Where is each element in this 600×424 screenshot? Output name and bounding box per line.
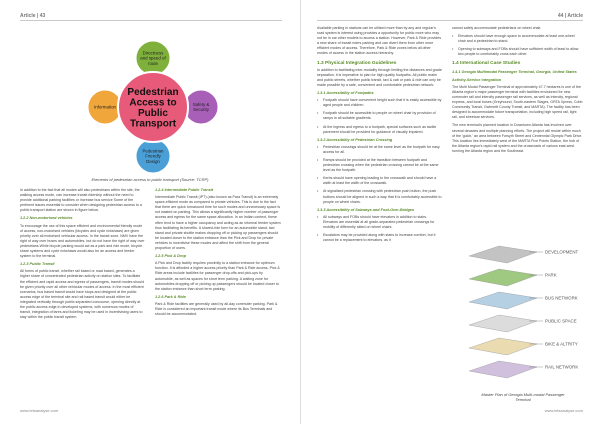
diagram-node xyxy=(88,90,122,124)
layer-label: RAIL NETWORK xyxy=(545,364,579,370)
node-label: Directness xyxy=(142,50,164,56)
section-title-ipt: 1.2.4 Intermediate Public Transit xyxy=(155,188,214,192)
section-title-pick-drop: 1.2.5 Pick & Drop xyxy=(155,254,187,259)
master-plan-layers-diagram xyxy=(469,240,587,390)
diagram-node xyxy=(136,139,170,173)
georgia-paragraph-1: The Multi Modal Passenger Terminal of approximately 47.7 hectares is one of the Atlanta region's major passenger terminal with facilities envisioned for new commuter rail and intercity passenger rail services, as well as intercity, regional express, and local buses (Greyhound, South-eastern Stages, GRTA Xpress, Cobb Community Transit, Gwinnett County Transit, and MARTA). The facility has been designed to accommodate future transportation, including high speed rail, light rail, and streetcar services. xyxy=(452,84,583,120)
layer-item xyxy=(469,338,578,355)
list-item: • At signalised pedestrian crossing with pedestrian push button, the push buttons should be aligned in such a way that it is comfortably accessible to people on wheel chairs. xyxy=(317,189,442,204)
footer-right: www.letsanalyse.com xyxy=(544,408,583,413)
center-label: Public xyxy=(137,107,169,119)
list-item: • Kerbs should have opening leading to the crosswalk and should have a width at least the width of the crosswalk. xyxy=(317,176,442,186)
park-ride-continued: Available parking in stations can be utilised more than by any and regular's road system is interest using provides a opportunity for public more who may not be in car other models to access a station. However, Park & Ride provides a new share of transit riders parking and can divert them from other more efficient modes of access. Therefore, Park & Ride zones below all other modes of access in the station access hierarchy. xyxy=(317,26,442,56)
layer-label: PARK xyxy=(545,272,557,278)
diagram-node xyxy=(136,41,170,75)
nmv-paragraph: To encourage the use of this space efficient and environmental friendly mode of access, non-motorised vehicles (bicycles and cycle rickshaws) are given priority over all motorised vehicular access. In the transit zone, NMV have the right of way over buses and automobiles, but do not have the right of way over pedestrians.While bicycle parking would act as a park and ride mode, bicycle share systems and cycle rickshaws would also be an access and feeder system to the terminal. xyxy=(20,223,145,259)
layer-label: BUS NETWORK xyxy=(545,295,578,301)
layer-item xyxy=(469,246,578,263)
diagram-center xyxy=(118,72,188,142)
right-column-2 xyxy=(452,26,583,157)
physical-integration-paragraph: In addition to facilitating inter-modality through limiting the distances and grade separation, it is imperative to plan for high quality footpaths. All public realm and public streets, whether public transit, taxi & cab or park & ride can only be made possible by a safe, convenient and comfortable pedestrian network. xyxy=(317,67,442,87)
list-item: • Footpath should have convenient height such that it is easily accessible by aged people and children. xyxy=(317,98,442,108)
node-label: route xyxy=(147,60,159,66)
center-label: Pedestrian xyxy=(127,86,179,98)
header-rule xyxy=(20,20,282,21)
layer-item xyxy=(469,315,577,332)
node-label: Security xyxy=(193,107,209,113)
ipt-paragraph: Intermediate Public Transit (IPT) (also known as Para Transit) is an extremely space-efficient mode as compared to private vehicles. This is due to the fact that there are quick turnaround time for such modes and unnecessary space is not wasted on parking. This allows a significantly higher number of passenger access and egress for the same space allocation. In an Indian context, these often tend to have a higher occupancy and acting as an informal feeder system thus facilitating its benefits. A shared-ride form for an automobile stand, taxi stand and private shuttle makes dropping off or picking up passengers should be located closer to the station entrance than the Pick and Drop for private vehicles to incentivise these modes and affect the shift from the general proportion of users. xyxy=(155,195,281,251)
node-label: Friendly xyxy=(145,153,161,159)
center-label: Access to xyxy=(129,97,177,109)
left-column-1 xyxy=(20,188,145,323)
section-title-case-studies: 1.4 International Case Studies xyxy=(452,61,521,67)
layer-label: BIKE & ALTRITY xyxy=(545,341,578,347)
section-title-activity: Activity-Service Integration xyxy=(452,77,502,82)
list-item: • Opening to subways and FOBs should have sufficient width of least to allow two people to comfortably cross each other. xyxy=(452,47,583,57)
diagram-caption: Elements of pedestrian access to public transport (Source: TCRP) xyxy=(91,177,209,182)
list-item: • Ramps should be provided at the transition between footpath and pedestrian crossing when the pedestrian crossing cannot be at the same level as the footpath. xyxy=(317,158,442,173)
pedestrian-access-diagram xyxy=(82,40,224,175)
node-label: Pedestrian xyxy=(142,148,164,154)
section-title-subways: 1.3.3 Accessibility of Subways and Foot-Over-Bridges xyxy=(317,207,415,212)
page-header-right: 44 | Article xyxy=(557,13,583,19)
node-label: and speed of xyxy=(140,55,166,61)
section-title-nmv: 1.2.2 Non-motorised vehicles xyxy=(20,216,73,221)
footer-left: www.letsanalyse.com xyxy=(20,408,59,413)
section-title-park-ride: 1.2.6 Park & Ride xyxy=(155,294,186,299)
right-column-1 xyxy=(317,26,442,246)
diagram-node xyxy=(184,90,218,124)
list-item: • Pedestrian crossings should be at the same level as the footpath for easy access for all. xyxy=(317,145,442,155)
caption-line: Terminal xyxy=(515,397,531,402)
layer-label: DEVELOPMENT xyxy=(545,249,579,255)
layer-item xyxy=(469,269,557,286)
section-title-footpaths: 1.3.1 Accessibility of Footpaths xyxy=(317,91,374,96)
escalator-continued: cannot safely accommodate pedestrians on wheel chair. xyxy=(452,26,542,30)
section-title-georgia: 1.4.1 Georgia Multimodal Passenger Terminal, Georgia, United States xyxy=(452,69,577,74)
node-label: Safety & xyxy=(192,102,210,107)
list-item: • Footpath should be accessible to people on wheel chair by provision of ramps in all suitable gradients. xyxy=(317,111,442,121)
page-header-left: Article | 43 xyxy=(20,13,46,19)
left-column-2 xyxy=(155,188,282,320)
park-ride-paragraph: Park & Ride facilities are generally used by all-day commuter parking. Park & Ride is considered an important transit mode where its Bus Terminals and should be accommodated. xyxy=(155,301,278,317)
header-rule-right xyxy=(317,20,583,21)
center-label: Transport xyxy=(129,118,177,130)
right-page xyxy=(300,0,600,424)
public-transit-paragraph: All forms of public transit, whether rail based or road based, generates a higher share of concentrated pedestrian activity on station sites. To facilitate the efficient and rapid access and egress of passengers, transit modes should be given priority over all other vehicular modes of access. In the most efficient scenarios, bus based transit would have stops and designed at the public access edge of the terminal site and rail based transit would either be integrated vertically through public separated concourse, opening directly at the public access edge.In developed systems, with numerous modes of transit, integration of fares and ticketing may be used in incentivising users to stay within the public transit system. xyxy=(20,269,144,320)
caption-line: Master Plan of Georgia Multi-modal Passenger xyxy=(481,392,565,397)
node-label: Design xyxy=(146,158,160,164)
list-item: • At the ingress and egress to a footpath, special surfaces such as tactile pavement should be provided for guidance of visually impaired. xyxy=(317,125,442,135)
section-title-public-transit: 1.2.3 Public Transit xyxy=(20,262,55,267)
intro-paragraph: In addition to the fact that all modes will also pedestrians within the site, the walking access mode, can increase transit ridership without the need to provide additional parking facilities or increase bus service Some of the pertinent issues essential to consider when designing pedestrian access to a public transport station are shown in figure below. xyxy=(20,188,142,213)
list-item: • Escalators may be provided along with stairs to increase comfort, but it cannot be a replacement to elevators, as it xyxy=(317,233,442,243)
layer-item xyxy=(469,292,578,309)
layer-label: PUBLIC SPACE xyxy=(545,318,577,324)
georgia-paragraph-2: The new terminal's planned location in Downtown Atlanta has involved over several decades and multiple planning efforts. The project will reside within much of the 'gulch,' an area between Forsyth Street and Centennial Olympic Park Drive. This location lies immediately west of the MARTA Five Points Station, the hub of the Atlanta region's rapid rail system and the crossroads of various east-west running the Atlanta region and the Southeast. xyxy=(452,123,583,153)
node-label: Information xyxy=(94,104,116,110)
list-item: • Elevators should have enough space to accommodate at least one-wheel chair and a pedestrian to stand. xyxy=(452,34,583,44)
section-title-physical-integration: 1.3 Physical Integration Guidelines xyxy=(317,60,397,66)
master-plan-caption xyxy=(461,392,585,402)
section-title-crossing: 1.3.2 Accessibility of Pedestrian Crossing xyxy=(317,137,393,142)
layer-item xyxy=(469,361,578,378)
list-item: • All subways and FOBs should have elevators in addition to stairs. Elevators are essential at all grade-separated pedestrian crossings for mobility of differently abled on wheel chairs. xyxy=(317,215,442,230)
pick-drop-paragraph: A Pick and Drop facility requires proximity to a station entrance for optimum function. It is afforded a higher access priority than Park & Ride access. Pick & Ride areas include facilities for passenger drop-offs and pick-ups by automobile, as well as spaces for short term parking. A waiting zone for automobiles dropping off or picking up passengers should be located closer to the station entrance than short term parking. xyxy=(155,261,280,291)
